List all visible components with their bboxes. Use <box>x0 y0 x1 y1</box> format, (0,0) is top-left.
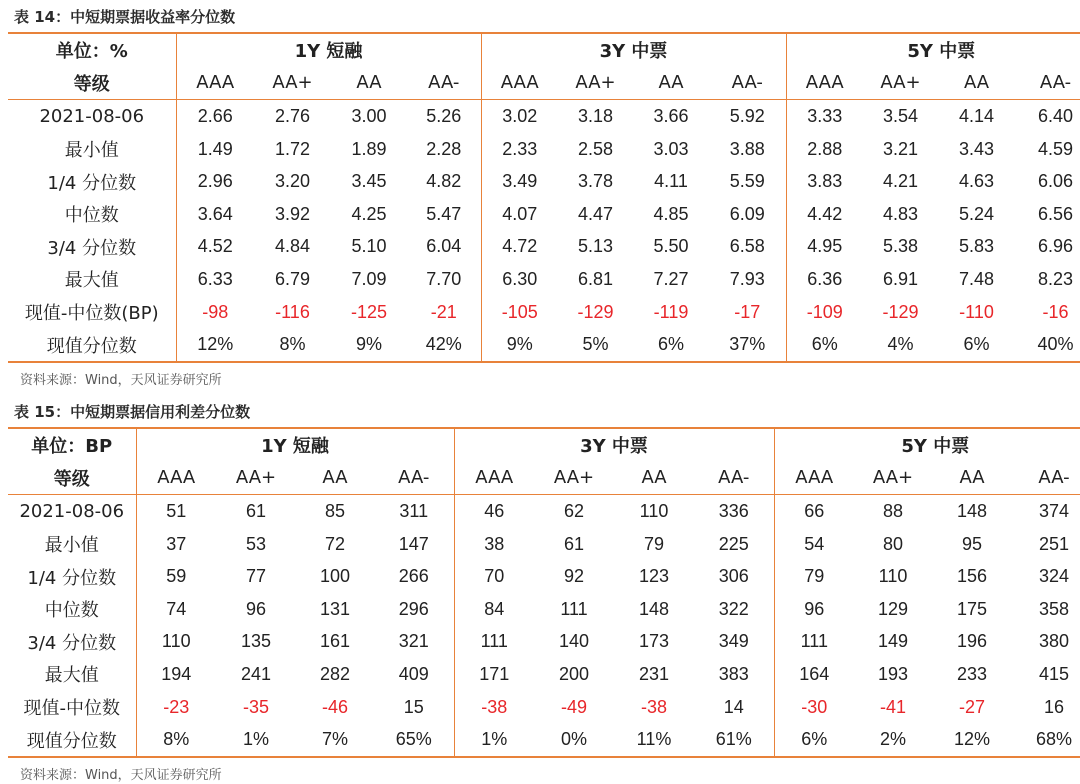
table-cell: 148 <box>638 598 670 619</box>
table-cell: 15 <box>403 696 424 717</box>
table-cell: 37% <box>709 328 786 362</box>
table-row <box>8 198 1080 231</box>
row-label: 最大值 <box>44 665 99 687</box>
table-cell: 5.10 <box>351 236 387 257</box>
table-cell: 8% <box>136 723 216 757</box>
table-cell: 79 <box>644 533 665 554</box>
rating-header: AA <box>322 467 348 489</box>
table-cell: 80 <box>883 533 904 554</box>
table-cell: 100 <box>319 566 351 587</box>
yield-percentile-table <box>8 32 1080 363</box>
unit-label: 单位：BP <box>8 428 136 462</box>
table-cell: 171 <box>454 658 534 691</box>
tenor-group-header: 1Y 短融 <box>176 33 481 67</box>
table-cell: 140 <box>558 631 590 652</box>
table-cell: 92 <box>564 566 585 587</box>
table-row <box>8 495 1080 528</box>
table15-source: 资料来源：Wind，天风证券研究所 <box>20 768 222 783</box>
table-cell: 156 <box>957 566 988 587</box>
group-header-row <box>8 428 1080 462</box>
table-cell: 6% <box>938 328 1015 362</box>
table-cell: 231 <box>638 663 670 684</box>
table-cell: 3.18 <box>558 100 633 133</box>
table-cell: 37 <box>136 528 216 561</box>
table-cell: 6.91 <box>883 268 919 289</box>
table14-source: 资料来源：Wind，天风证券研究所 <box>20 373 222 388</box>
table-cell: 61 <box>216 495 296 528</box>
table-cell: 5.24 <box>959 203 995 224</box>
table-cell: 74 <box>136 593 216 626</box>
table-cell: 12% <box>932 723 1012 757</box>
table-cell: 96 <box>774 593 854 626</box>
table-cell: 6% <box>633 328 709 362</box>
table-cell: 72 <box>324 533 346 554</box>
table15-caption: 表 15：中短期票据信用利差分位数 <box>14 403 251 421</box>
table-cell: 3.43 <box>959 138 995 159</box>
rating-header: AA- <box>398 467 430 489</box>
table-cell: 148 <box>932 495 1012 528</box>
table-cell: 7.93 <box>729 268 765 289</box>
table-cell: 336 <box>694 495 774 528</box>
table-row <box>8 528 1080 561</box>
table-cell: 409 <box>398 663 429 684</box>
table-cell: 415 <box>1039 663 1070 684</box>
table-cell: 111 <box>560 598 588 619</box>
table-cell: 88 <box>854 495 932 528</box>
table-cell: 282 <box>319 663 351 684</box>
table-cell: 6.06 <box>1038 171 1074 192</box>
table-cell: 149 <box>878 631 909 652</box>
rating-header: AA- <box>428 72 460 94</box>
table-cell: -38 <box>641 696 668 717</box>
group-header-row <box>8 33 1080 67</box>
table-cell: -17 <box>734 301 761 322</box>
table-cell: 4.59 <box>1038 138 1074 159</box>
table-cell: 6.79 <box>274 268 311 289</box>
table-cell: -109 <box>786 296 863 329</box>
rating-header: AA <box>959 467 985 489</box>
rating-header: AA- <box>731 72 763 94</box>
table-cell: 14 <box>723 696 744 717</box>
table-cell: 4.82 <box>426 171 462 192</box>
table-cell: 9% <box>331 328 407 362</box>
rating-header: AAA <box>774 462 854 495</box>
row-label: 2021-08-06 <box>8 495 136 528</box>
table-cell: 7.48 <box>959 268 995 289</box>
tenor-group-header: 1Y 短融 <box>136 428 454 462</box>
table-cell: -129 <box>577 301 614 322</box>
table-cell: -49 <box>561 696 588 717</box>
table-cell: 54 <box>774 528 854 561</box>
table-cell: 380 <box>1039 631 1070 652</box>
table-cell: 70 <box>454 560 534 593</box>
table-cell: 5.59 <box>729 171 765 192</box>
table-cell: 2.88 <box>786 133 863 166</box>
table-cell: 164 <box>774 658 854 691</box>
table-cell: -98 <box>176 296 254 329</box>
table-cell: 147 <box>398 533 429 554</box>
table-cell: 16 <box>1044 696 1065 717</box>
table-cell: 6.40 <box>1015 100 1080 133</box>
table-cell: 3.92 <box>274 203 311 224</box>
table-cell: 196 <box>957 631 988 652</box>
rating-header: AA <box>658 72 684 94</box>
table-cell: 349 <box>718 631 749 652</box>
table-cell: -129 <box>882 301 919 322</box>
table-cell: 5.50 <box>653 236 689 257</box>
rating-header: AA+ <box>575 72 616 94</box>
table-row <box>8 165 1080 198</box>
row-label: 中位数 <box>44 600 99 622</box>
table-cell: 374 <box>1012 495 1080 528</box>
table-cell: 4.84 <box>274 236 311 257</box>
row-label: 现值分位数 <box>8 328 176 362</box>
table-cell: 51 <box>136 495 216 528</box>
table-cell: 4.42 <box>786 198 863 231</box>
table-cell: 321 <box>398 631 429 652</box>
table-cell: 324 <box>1039 566 1070 587</box>
table-row <box>8 691 1080 724</box>
table-cell: 59 <box>136 560 216 593</box>
grade-header-row <box>8 67 1080 100</box>
table-cell: 5.47 <box>426 203 462 224</box>
row-label: 1/4 分位数 <box>47 172 137 194</box>
table-cell: 4.47 <box>577 203 614 224</box>
table-row <box>8 231 1080 264</box>
table-cell: 4.07 <box>481 198 558 231</box>
table-cell: 61 <box>564 533 585 554</box>
table-cell: 95 <box>962 533 983 554</box>
table-cell: 4.52 <box>176 231 254 264</box>
table-cell: -35 <box>242 696 269 717</box>
table-cell: 4.14 <box>938 100 1015 133</box>
table-cell: -23 <box>136 691 216 724</box>
row-label: 现值分位数 <box>8 723 136 757</box>
rating-header: AA+ <box>235 467 277 489</box>
rating-header: AA <box>356 72 382 94</box>
table-cell: -125 <box>350 301 388 322</box>
row-label: 中位数 <box>64 205 119 227</box>
table-cell: 3.21 <box>883 138 919 159</box>
table-cell: 9% <box>481 328 558 362</box>
table-cell: -116 <box>275 301 310 322</box>
table-cell: 6.81 <box>577 268 614 289</box>
row-label: 3/4 分位数 <box>27 632 117 654</box>
table-cell: 0% <box>534 723 614 757</box>
unit-label: 单位：% <box>8 33 176 67</box>
table-cell: 12% <box>176 328 254 362</box>
table-row <box>8 593 1080 626</box>
table-cell: 11% <box>614 723 694 757</box>
table-cell: 6.58 <box>729 236 765 257</box>
row-label: 1/4 分位数 <box>27 567 117 589</box>
table-cell: 66 <box>774 495 854 528</box>
table-cell: 1% <box>216 723 296 757</box>
table-cell: 1.89 <box>351 138 387 159</box>
table-cell: 3.00 <box>331 100 407 133</box>
table-cell: 84 <box>454 593 534 626</box>
table-cell: 241 <box>240 663 272 684</box>
table-cell: 110 <box>878 566 908 587</box>
rating-header: AAA <box>176 67 254 100</box>
table14-caption: 表 14：中短期票据收益率分位数 <box>14 8 236 26</box>
table-cell: 8.23 <box>1038 268 1074 289</box>
table-cell: 5% <box>558 328 633 362</box>
table-cell: -110 <box>959 301 994 322</box>
table-cell: 40% <box>1015 328 1080 362</box>
table-cell: 2.28 <box>426 138 462 159</box>
table-cell: 194 <box>136 658 216 691</box>
table-cell: 3.02 <box>481 100 558 133</box>
table-cell: 110 <box>136 626 216 659</box>
rating-header: AA+ <box>872 467 914 489</box>
table-cell: 296 <box>398 598 429 619</box>
table-cell: 193 <box>878 663 909 684</box>
table-cell: 3.83 <box>786 165 863 198</box>
table-cell: 1.49 <box>176 133 254 166</box>
table-cell: 6.33 <box>176 263 254 296</box>
table-cell: 4.63 <box>959 171 995 192</box>
table-cell: 4.72 <box>481 231 558 264</box>
table-cell: 358 <box>1039 598 1070 619</box>
table-cell: -46 <box>321 696 348 717</box>
table-cell: 3.49 <box>481 165 558 198</box>
table-cell: 5.13 <box>577 236 614 257</box>
table-cell: 2% <box>854 723 932 757</box>
grade-label: 等级 <box>53 468 90 490</box>
table-row <box>8 328 1080 362</box>
rating-header: AA <box>963 72 990 94</box>
table-cell: 6.04 <box>426 236 462 257</box>
table-cell: 3.20 <box>274 171 311 192</box>
table-cell: 38 <box>454 528 534 561</box>
table-cell: 4.85 <box>653 203 689 224</box>
rating-header: AAA <box>136 462 216 495</box>
grade-label: 等级 <box>73 73 110 95</box>
rating-header: AA- <box>1039 72 1072 94</box>
table-cell: -41 <box>880 696 907 717</box>
table-cell: 2.33 <box>481 133 558 166</box>
table-row <box>8 133 1080 166</box>
table-cell: 251 <box>1039 533 1070 554</box>
table-cell: 233 <box>957 663 988 684</box>
rating-header: AA+ <box>272 72 313 94</box>
table-cell: 4.83 <box>883 203 919 224</box>
table-cell: 6.36 <box>786 263 863 296</box>
table-cell: 3.45 <box>351 171 387 192</box>
table-cell: 7.09 <box>351 268 387 289</box>
table-row <box>8 626 1080 659</box>
table-cell: -30 <box>774 691 854 724</box>
table-cell: 7.27 <box>653 268 689 289</box>
table-cell: -38 <box>454 691 534 724</box>
table-cell: 5.92 <box>709 100 786 133</box>
table-cell: -105 <box>481 296 558 329</box>
table-cell: 3.33 <box>786 100 863 133</box>
table-cell: 175 <box>957 598 988 619</box>
table-cell: 3.03 <box>653 138 689 159</box>
table-cell: 6% <box>774 723 854 757</box>
table-row <box>8 263 1080 296</box>
table-cell: 4% <box>863 328 938 362</box>
tenor-group-header: 5Y 中票 <box>774 428 1080 462</box>
table-cell: 6.09 <box>729 203 765 224</box>
table-cell: 8% <box>254 328 331 362</box>
table-cell: 2.76 <box>254 100 331 133</box>
row-label: 3/4 分位数 <box>47 237 137 259</box>
table-cell: 110 <box>614 495 694 528</box>
table-cell: 111 <box>774 626 854 659</box>
table-cell: 2.96 <box>176 165 254 198</box>
table-cell: 3.88 <box>729 138 765 159</box>
table-cell: 311 <box>374 495 454 528</box>
table-cell: 62 <box>534 495 614 528</box>
table-cell: 1% <box>454 723 534 757</box>
table-cell: 4.11 <box>654 171 688 192</box>
table-cell: 266 <box>398 566 429 587</box>
rating-header: AAA <box>481 67 558 100</box>
rating-header: AAA <box>786 67 863 100</box>
table-cell: 383 <box>718 663 749 684</box>
table-cell: 322 <box>718 598 749 619</box>
row-label: 最大值 <box>64 270 119 292</box>
tenor-group-header: 3Y 中票 <box>481 33 786 67</box>
table-cell: 77 <box>245 566 267 587</box>
table-cell: 4.25 <box>351 203 387 224</box>
table-cell: 4.21 <box>883 171 919 192</box>
table-cell: 135 <box>240 631 272 652</box>
rating-header: AAA <box>454 462 534 495</box>
table-cell: -119 <box>653 301 689 322</box>
rating-header: AA <box>641 467 667 489</box>
table-cell: 4.95 <box>786 231 863 264</box>
table-cell: 85 <box>296 495 374 528</box>
row-label: 最小值 <box>44 535 99 557</box>
rating-header: AA- <box>718 467 750 489</box>
table-cell: -21 <box>430 301 457 322</box>
table-cell: 2.58 <box>577 138 614 159</box>
table-cell: 3.54 <box>863 100 938 133</box>
table-cell: 129 <box>878 598 909 619</box>
table-cell: 161 <box>319 631 351 652</box>
table-row <box>8 658 1080 691</box>
table-cell: 3.66 <box>633 100 709 133</box>
table-cell: 7.70 <box>426 268 462 289</box>
table-row <box>8 100 1080 133</box>
table-cell: 225 <box>718 533 749 554</box>
table-cell: 2.66 <box>176 100 254 133</box>
table-row <box>8 560 1080 593</box>
table-cell: -16 <box>1042 301 1069 322</box>
row-label: 最小值 <box>64 140 119 162</box>
row-label: 2021-08-06 <box>8 100 176 133</box>
table-cell: 68% <box>1012 723 1080 757</box>
credit-spread-percentile-table <box>8 427 1080 758</box>
table-cell: 123 <box>638 566 670 587</box>
tenor-group-header: 3Y 中票 <box>454 428 774 462</box>
table-cell: 53 <box>245 533 267 554</box>
table-cell: 42% <box>407 328 481 362</box>
table-cell: 61% <box>694 723 774 757</box>
tenor-group-header: 5Y 中票 <box>786 33 1080 67</box>
table-cell: 131 <box>319 598 351 619</box>
table-cell: 1.72 <box>274 138 311 159</box>
rating-header: AA+ <box>880 72 921 94</box>
table-cell: 3.78 <box>577 171 614 192</box>
table-row <box>8 723 1080 757</box>
table-cell: 6.96 <box>1038 236 1074 257</box>
table-cell: 6% <box>786 328 863 362</box>
table-cell: 79 <box>774 560 854 593</box>
table-cell: -27 <box>959 696 986 717</box>
table-cell: 5.26 <box>407 100 481 133</box>
table-cell: 306 <box>718 566 749 587</box>
table-cell: 200 <box>558 663 590 684</box>
rating-header: AA- <box>1038 467 1070 489</box>
table-cell: 111 <box>454 626 534 659</box>
table-cell: 46 <box>454 495 534 528</box>
table-cell: 6.30 <box>481 263 558 296</box>
table-cell: 65% <box>374 723 454 757</box>
row-label: 现值-中位数(BP) <box>24 303 159 325</box>
table-row <box>8 296 1080 329</box>
table-cell: 7% <box>296 723 374 757</box>
table-cell: 5.38 <box>883 236 919 257</box>
row-label: 现值-中位数 <box>23 698 120 720</box>
table-cell: 96 <box>245 598 267 619</box>
table-cell: 6.56 <box>1038 203 1074 224</box>
table-cell: 5.83 <box>959 236 995 257</box>
grade-header-row <box>8 462 1080 495</box>
table-cell: 173 <box>638 631 670 652</box>
table-cell: 3.64 <box>176 198 254 231</box>
rating-header: AA+ <box>553 467 595 489</box>
